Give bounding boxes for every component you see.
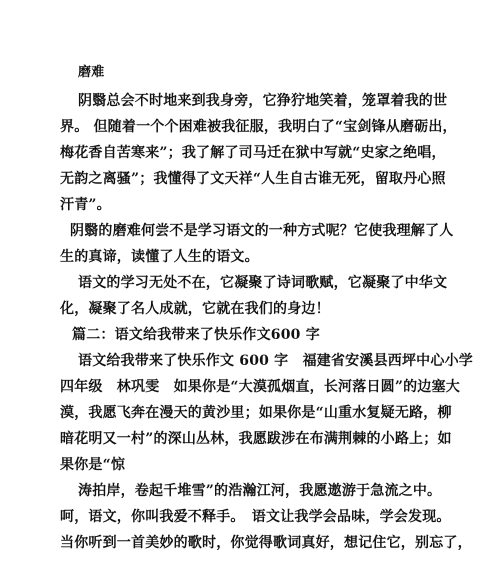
text-line-2: 界。 但随着一个个困难被我征服，我明白了“宝剑锋从磨砺出， (60, 119, 457, 135)
text-line-5: 汗青”。 (60, 197, 111, 213)
text-line-7: 生的真谛，读懂了人生的语文。 (60, 249, 259, 265)
text-line-18: 当你听到一首美妙的歌时，你觉得歌词真好，想记住它，别忘了， (60, 535, 472, 551)
text-line-17: 呵，语文，你叫我爱不释手。 语文让我学会品味，学会发现。 (60, 509, 451, 525)
section-title-part2: 篇二：语文给我带来了快乐作文600 字 (72, 327, 320, 343)
text-line-6: 阴翳的磨难何尝不是学习语文的一种方式呢？它使我理解了人 (70, 223, 454, 239)
text-line-4: 无韵之离骚”；我懂得了文天祥“人生自古谁无死，留取丹心照 (60, 171, 446, 187)
text-line-3: 梅花香自苦寒来”；我了解了司马迁在狱中写就“史家之绝唱， (60, 145, 446, 161)
section-heading: 磨难 (78, 65, 105, 80)
text-line-15: 果你是“惊 (60, 457, 126, 473)
text-line-8: 语文的学习无处不在，它凝聚了诗词歌赋，它凝聚了中华文 (78, 275, 448, 291)
text-line-13: 漠，我愿飞奔在漫天的黄沙里；如果你是“山重水复疑无路，柳 (60, 405, 452, 421)
text-line-9: 化，凝聚了名人成就，它就在我们的身边！ (60, 301, 330, 317)
text-line-12: 四年级 林巩雯 如果你是“大漠孤烟直，长河落日圆”的边塞大 (60, 379, 460, 395)
text-line-1: 阴翳总会不时地来到我身旁，它狰狞地笑着，笼罩着我的世 (78, 93, 448, 109)
text-line-14: 暗花明又一村”的深山丛林，我愿跋涉在布满荆棘的小路上；如 (60, 431, 452, 447)
text-line-16: 涛拍岸，卷起千堆雪”的浩瀚江河，我愿遨游于急流之中。 (78, 483, 442, 499)
text-line-11: 语文给我带来了快乐作文 600 字 福建省安溪县西坪中心小学 (78, 353, 473, 369)
